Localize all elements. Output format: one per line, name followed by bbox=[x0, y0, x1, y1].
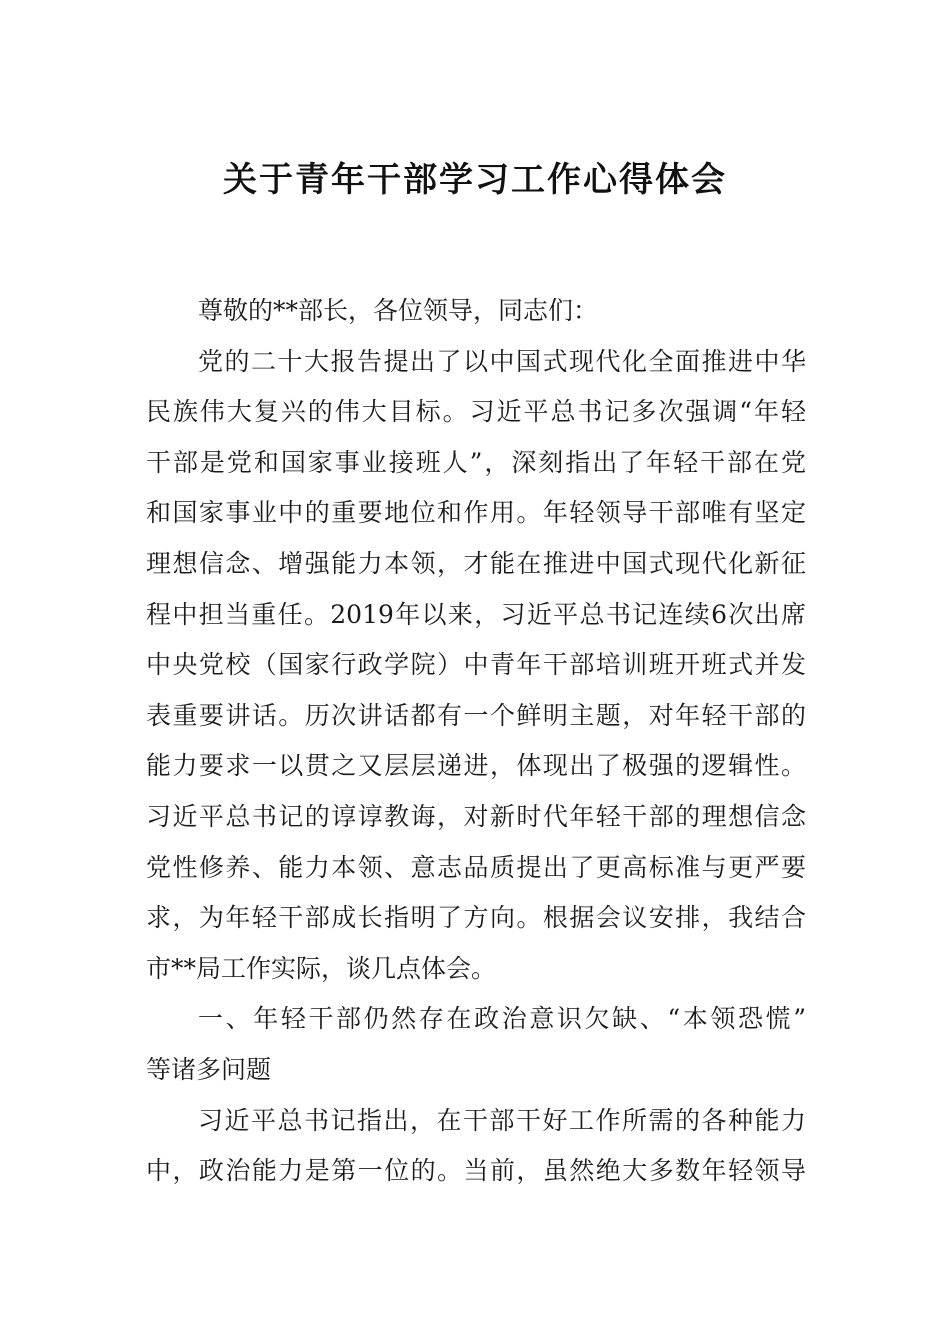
paragraph-line: 表重要讲话。历次讲话都有一个鲜明主题，对年轻干部的 bbox=[146, 700, 806, 730]
section-heading-line: 一、年轻干部仍然存在政治意识欠缺、“本领恐慌” bbox=[198, 1004, 806, 1034]
paragraph-line: 市**局工作实际，谈几点体会。 bbox=[146, 953, 497, 983]
paragraph-line: 中央党校（国家行政学院）中青年干部培训班开班式并发 bbox=[146, 650, 806, 680]
paragraph-line: 习近平总书记的谆谆教诲，对新时代年轻干部的理想信念 bbox=[146, 801, 806, 831]
salutation-line: 尊敬的**部长，各位领导，同志们： bbox=[198, 296, 599, 325]
paragraph-line: 求，为年轻干部成长指明了方向。根据会议安排，我结合 bbox=[146, 903, 806, 933]
paragraph-line: 党性修养、能力本领、意志品质提出了更高标准与更严要 bbox=[146, 852, 806, 882]
section-heading-line: 等诸多问题 bbox=[146, 1054, 272, 1084]
paragraph-line: 中，政治能力是第一位的。当前，虽然绝大多数年轻领导 bbox=[146, 1156, 806, 1186]
paragraph-line: 和国家事业中的重要地位和作用。年轻领导干部唯有坚定 bbox=[146, 498, 806, 528]
paragraph-line: 习近平总书记指出，在干部干好工作所需的各种能力 bbox=[198, 1105, 806, 1135]
paragraph-line: 程中担当重任。2019年以来，习近平总书记连续6次出席 bbox=[146, 599, 806, 629]
paragraph-line: 理想信念、增强能力本领，才能在推进中国式现代化新征 bbox=[146, 548, 806, 578]
paragraph-line: 党的二十大报告提出了以中国式现代化全面推进中华 bbox=[198, 346, 806, 376]
paragraph-line: 能力要求一以贯之又层层递进，体现出了极强的逻辑性。 bbox=[146, 751, 806, 781]
paragraph-line: 干部是党和国家事业接班人”，深刻指出了年轻干部在党 bbox=[146, 447, 806, 477]
document-body bbox=[146, 286, 806, 1197]
page-title: 关于青年干部学习工作心得体会 bbox=[223, 160, 727, 200]
paragraph-line: 民族伟大复兴的伟大目标。习近平总书记多次强调“年轻 bbox=[146, 397, 806, 427]
